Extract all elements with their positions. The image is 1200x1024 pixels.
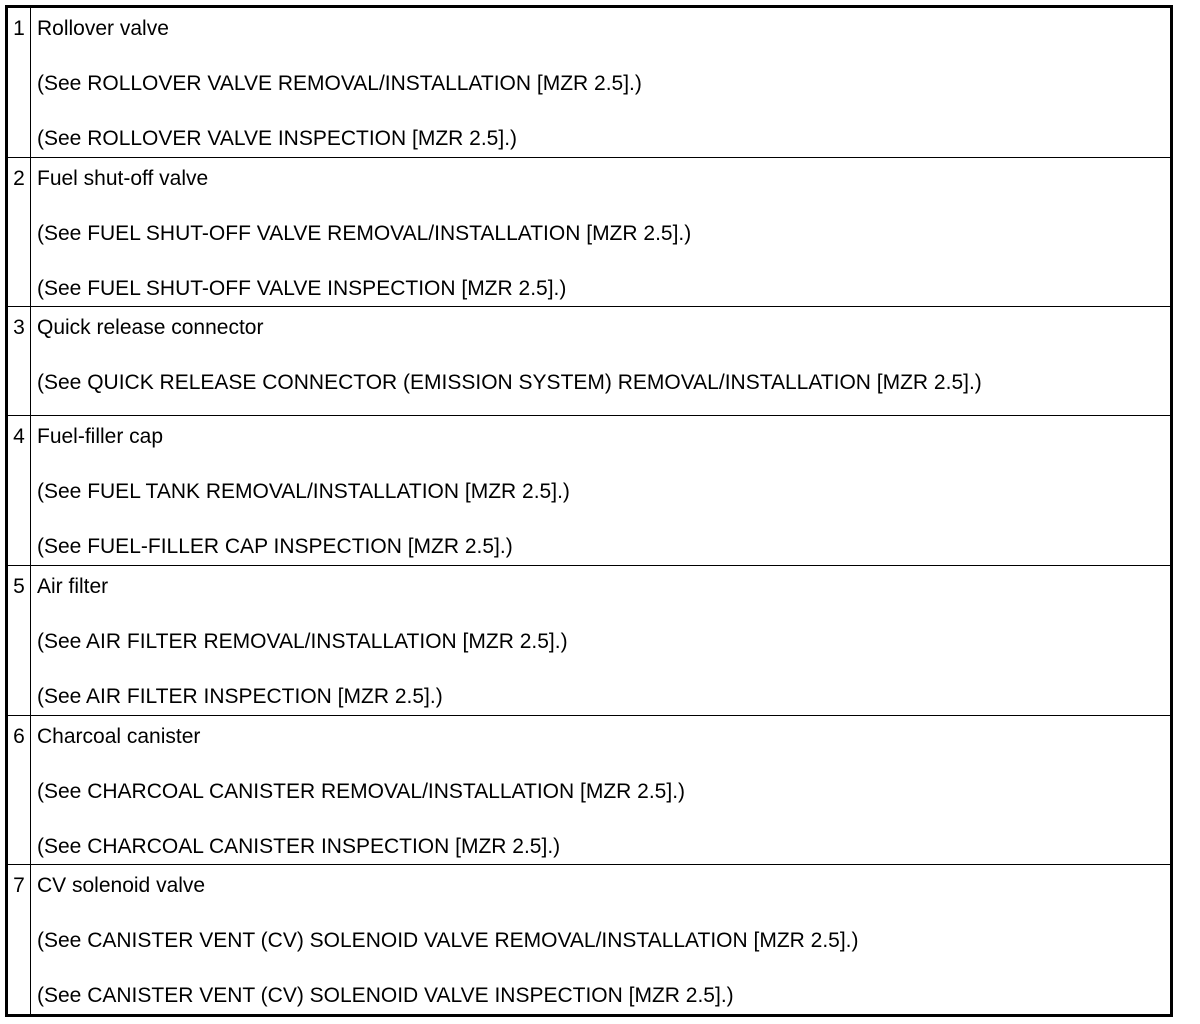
item-name: Quick release connector	[37, 316, 264, 340]
item-number: 7	[8, 865, 31, 1014]
item-number: 6	[8, 715, 31, 865]
item-name: Fuel shut-off valve	[37, 166, 209, 190]
table-row	[8, 715, 1170, 865]
item-number: 2	[8, 157, 31, 307]
reference-link[interactable]: (See CHARCOAL CANISTER REMOVAL/INSTALLATION [MZR 2.5].)	[37, 779, 686, 803]
item-content	[31, 157, 1171, 307]
reference-link[interactable]: (See FUEL SHUT-OFF VALVE INSPECTION [MZR 2.5].)	[37, 276, 567, 300]
table-row	[8, 8, 1170, 157]
item-content	[31, 565, 1171, 715]
item-name: CV solenoid valve	[37, 874, 206, 898]
table-row	[8, 157, 1170, 307]
table-row	[8, 865, 1170, 1014]
item-content	[31, 865, 1171, 1014]
item-name: Charcoal canister	[37, 724, 201, 748]
reference-link[interactable]: (See AIR FILTER REMOVAL/INSTALLATION [MZR 2.5].)	[37, 629, 568, 653]
item-number: 3	[8, 307, 31, 416]
table-row	[8, 416, 1170, 566]
item-content	[31, 416, 1171, 566]
reference-link[interactable]: (See CHARCOAL CANISTER INSPECTION [MZR 2.5].)	[37, 834, 561, 858]
reference-link[interactable]: (See ROLLOVER VALVE REMOVAL/INSTALLATION [MZR 2.5].)	[37, 72, 642, 95]
table-row	[8, 307, 1170, 416]
reference-link[interactable]: (See ROLLOVER VALVE INSPECTION [MZR 2.5].)	[37, 127, 518, 150]
reference-link[interactable]: (See FUEL TANK REMOVAL/INSTALLATION [MZR 2.5].)	[37, 480, 570, 504]
reference-link[interactable]: (See QUICK RELEASE CONNECTOR (EMISSION SYSTEM) REMOVAL/INSTALLATION [MZR 2.5].)	[37, 371, 982, 395]
reference-table	[8, 8, 1170, 1014]
item-name: Fuel-filler cap	[37, 425, 164, 449]
component-reference-table	[5, 5, 1173, 1017]
item-name: Air filter	[37, 574, 109, 598]
item-number: 4	[8, 416, 31, 566]
reference-link[interactable]: (See FUEL SHUT-OFF VALVE REMOVAL/INSTALLATION [MZR 2.5].)	[37, 221, 692, 245]
item-number: 1	[8, 8, 31, 157]
table-row	[8, 565, 1170, 715]
item-name: Rollover valve	[37, 17, 169, 40]
item-number: 5	[8, 565, 31, 715]
item-content	[31, 307, 1171, 416]
reference-link[interactable]: (See CANISTER VENT (CV) SOLENOID VALVE REMOVAL/INSTALLATION [MZR 2.5].)	[37, 929, 859, 953]
item-content	[31, 715, 1171, 865]
item-content	[31, 8, 1171, 157]
reference-link[interactable]: (See FUEL-FILLER CAP INSPECTION [MZR 2.5].)	[37, 535, 513, 559]
reference-link[interactable]: (See AIR FILTER INSPECTION [MZR 2.5].)	[37, 684, 443, 708]
reference-link[interactable]: (See CANISTER VENT (CV) SOLENOID VALVE INSPECTION [MZR 2.5].)	[37, 984, 734, 1008]
